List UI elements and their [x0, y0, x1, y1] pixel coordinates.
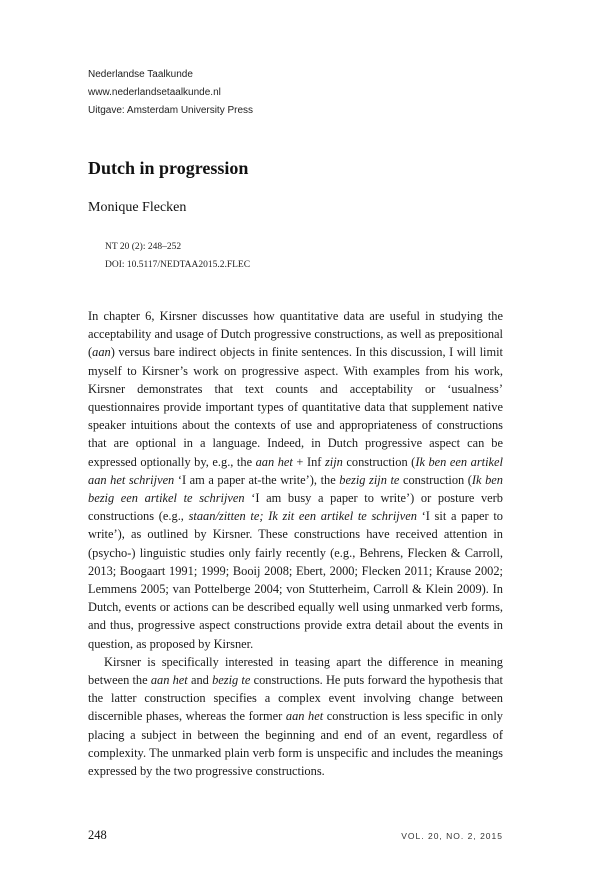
text-run: and — [187, 673, 213, 688]
text-run: In chapter 6, Kirsner discusses how quantitative data are useful in studying the acceptability and usage of Dutch progressive constructions, as well as prepositional ( — [88, 309, 503, 360]
italic-run: bezig zijn te — [339, 472, 400, 487]
journal-header — [88, 66, 253, 120]
text-run: construction ( — [342, 454, 416, 469]
text-run: constructions. He puts forward the hypothesis that the latter construction specifies a complex event involving change between discernible phases, whereas the former — [88, 673, 503, 724]
article-body — [88, 307, 503, 780]
citation: NT 20 (2): 248–252 — [105, 242, 182, 252]
journal-website: www.nederlandsetaalkunde.nl — [88, 87, 221, 98]
text-run: ‘I am busy a paper to write’) or posture verb constructions (e.g., — [88, 491, 504, 524]
paragraph-2 — [88, 653, 503, 780]
journal-name: Nederlandse Taalkunde — [88, 69, 193, 80]
paragraph-1 — [88, 307, 503, 653]
journal-publisher: Uitgave: Amsterdam University Press — [88, 105, 254, 116]
issue-info: VOL. 20, NO. 2, 2015 — [401, 831, 503, 841]
italic-run: zijn — [324, 454, 343, 469]
text-run: ‘I am a paper at-the write’), the — [174, 472, 340, 487]
text-run: construction is less specific in only placing a subject in between the beginning and end of an event, regardless of complexity. The unmarked plain verb form is unspecific and includes the meanings expressed by the two progressive constructions. — [88, 709, 503, 779]
page-number: 248 — [88, 828, 107, 842]
text-run: construction ( — [399, 472, 472, 487]
italic-run: Ik ben een artikel aan het schrijven — [88, 454, 503, 487]
article-title: Dutch in progression — [88, 158, 249, 178]
italic-run: aan het — [150, 673, 188, 688]
italic-run: aan het — [255, 454, 293, 469]
italic-run: staan/zitten te; Ik zit een artikel te schrijven — [188, 509, 417, 524]
article-author: Monique Flecken — [88, 200, 187, 215]
italic-run: aan — [92, 345, 111, 360]
text-run: ) versus bare indirect objects in finite sentences. In this discussion, I will limit myself to Kirsner’s work on progressive aspect. With examples from his work, Kirsner demonstrates that text counts and acceptability or ‘usualness’ questionnaires provide important types of quantitative data that supplement native speaker intuitions about the contexts of use and appropriateness of constructions that are optional in a language. Indeed, in Dutch progressive aspect can be expressed optionally by, e.g., the — [88, 345, 503, 469]
doi: DOI: 10.5117/NEDTAA2015.2.FLEC — [105, 260, 251, 270]
text-run: Kirsner is specifically interested in teasing apart the difference in meaning between the — [88, 654, 503, 688]
text-run: ‘I sit a paper to write’), as outlined by Kirsner. These constructions have received attention in (psycho-) linguistic studies only fairly recently (e.g., Behrens, Flecken & Carroll, 2013; Boogaart 1991; 1999; Booij 2008; Ebert, 2000; Flecken 2011; Krause 2002; Lemmens 2005; van Pottelberge 2004; von Stutterheim, Carroll & Klein 2009). In Dutch, events or actions can be described equally well using unmarked verb forms, and thus, progressive aspect constructions provide extra detail about the events in question, as proposed by Kirsner. — [88, 509, 503, 651]
italic-run: bezig te — [212, 673, 251, 688]
article-meta — [105, 238, 250, 274]
italic-run: Ik ben bezig een artikel te schrijven — [88, 472, 503, 506]
italic-run: aan het — [285, 709, 324, 724]
text-run: + Inf — [292, 454, 325, 469]
